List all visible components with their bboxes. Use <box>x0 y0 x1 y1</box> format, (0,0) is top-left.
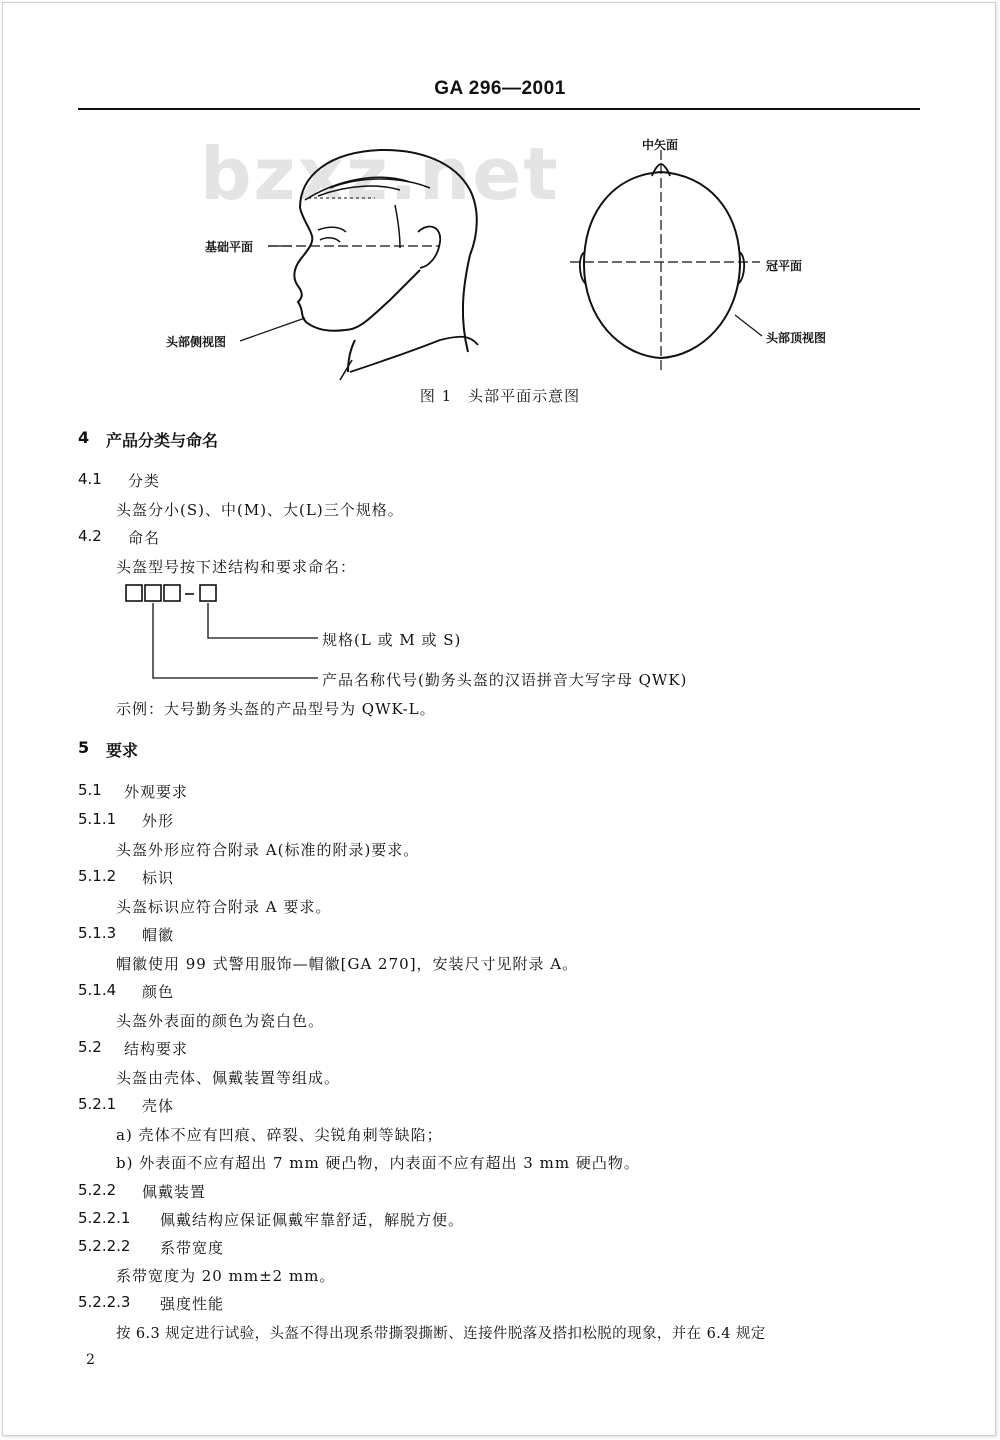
section-5-1-title: 外观要求 <box>124 783 189 801</box>
section-5-title: 要求 <box>106 741 139 760</box>
watermark: bzxz.net <box>200 132 560 216</box>
section-4-2-text: 头盔型号按下述结构和要求命名： <box>116 558 357 576</box>
coronal-label: 冠平面 <box>766 259 803 273</box>
section-5-2-text: 头盔由壳体、佩戴装置等组成。 <box>116 1069 341 1087</box>
section-5-1-number: 5.1 <box>78 781 102 799</box>
naming-spec-label: 规格(L 或 M 或 S) <box>322 631 462 649</box>
section-5-2-title: 结构要求 <box>124 1040 189 1058</box>
section-4-2-number: 4.2 <box>78 527 102 545</box>
figure-caption: 图 1 头部平面示意图 <box>419 387 581 405</box>
section-5-2-number: 5.2 <box>78 1038 102 1056</box>
section-4-2-title: 命名 <box>128 529 161 547</box>
section-5-number: 5 <box>78 738 90 757</box>
naming-example: 示例：大号勤务头盔的产品型号为 QWK-L。 <box>116 700 436 718</box>
section-5-2-2-title: 佩戴装置 <box>142 1183 207 1201</box>
section-5-2-1-item-a: a) 壳体不应有凹痕、碎裂、尖锐角刺等缺陷； <box>116 1126 443 1144</box>
section-5-2-2-2-title: 系带宽度 <box>160 1239 225 1257</box>
section-5-2-2-3-number: 5.2.2.3 <box>78 1293 131 1311</box>
section-5-2-2-number: 5.2.2 <box>78 1181 117 1199</box>
section-5-1-3-title: 帽徽 <box>142 926 175 944</box>
section-4-1-text: 头盔分小(S)、中(M)、大(L)三个规格。 <box>116 501 404 519</box>
section-5-2-2-2-number: 5.2.2.2 <box>78 1237 131 1255</box>
base-plane-label: 基础平面 <box>205 240 254 254</box>
section-5-2-2-1-text: 佩戴结构应保证佩戴牢靠舒适，解脱方便。 <box>160 1211 465 1229</box>
section-5-2-1-number: 5.2.1 <box>78 1095 117 1113</box>
naming-structure-diagram <box>0 0 1000 700</box>
section-5-2-2-3-title: 强度性能 <box>160 1295 225 1313</box>
side-view-label: 头部侧视图 <box>166 335 227 349</box>
section-5-2-1-title: 壳体 <box>142 1097 175 1115</box>
section-5-1-3-text: 帽徽使用 99 式警用服饰—帽徽[GA 270]，安装尺寸见附录 A。 <box>116 955 579 973</box>
mid-sagittal-label: 中矢面 <box>642 138 679 152</box>
section-5-1-4-text: 头盔外表面的颜色为瓷白色。 <box>116 1012 325 1030</box>
section-5-2-2-1-number: 5.2.2.1 <box>78 1209 131 1227</box>
section-5-1-4-title: 颜色 <box>142 983 175 1001</box>
section-5-1-4-number: 5.1.4 <box>78 981 117 999</box>
standard-code: GA 296—2001 <box>434 78 566 99</box>
naming-code-label: 产品名称代号(勤务头盔的汉语拼音大写字母 QWK) <box>322 671 688 689</box>
section-5-2-2-3-text: 按 6.3 规定进行试验，头盔不得出现系带撕裂撕断、连接件脱落及搭扣松脱的现象，并在 6.4 规定 <box>116 1326 766 1342</box>
section-5-1-2-number: 5.1.2 <box>78 867 117 885</box>
section-5-1-3-number: 5.1.3 <box>78 924 117 942</box>
section-5-1-2-title: 标识 <box>142 869 175 887</box>
section-5-1-1-number: 5.1.1 <box>78 810 117 828</box>
section-4-number: 4 <box>78 428 90 447</box>
section-5-1-1-title: 外形 <box>142 812 175 830</box>
section-4-1-number: 4.1 <box>78 470 102 488</box>
section-4-title: 产品分类与命名 <box>106 431 219 450</box>
section-5-1-2-text: 头盔标识应符合附录 A 要求。 <box>116 898 332 916</box>
section-5-2-2-2-text: 系带宽度为 20 mm±2 mm。 <box>116 1267 336 1285</box>
section-5-2-1-item-b: b) 外表面不应有超出 7 mm 硬凸物，内表面不应有超出 3 mm 硬凸物。 <box>116 1154 640 1172</box>
top-view-label: 头部顶视图 <box>766 331 827 345</box>
section-5-1-1-text: 头盔外形应符合附录 A(标准的附录)要求。 <box>116 841 420 859</box>
section-4-1-title: 分类 <box>128 472 161 490</box>
page-number: 2 <box>86 1352 95 1368</box>
